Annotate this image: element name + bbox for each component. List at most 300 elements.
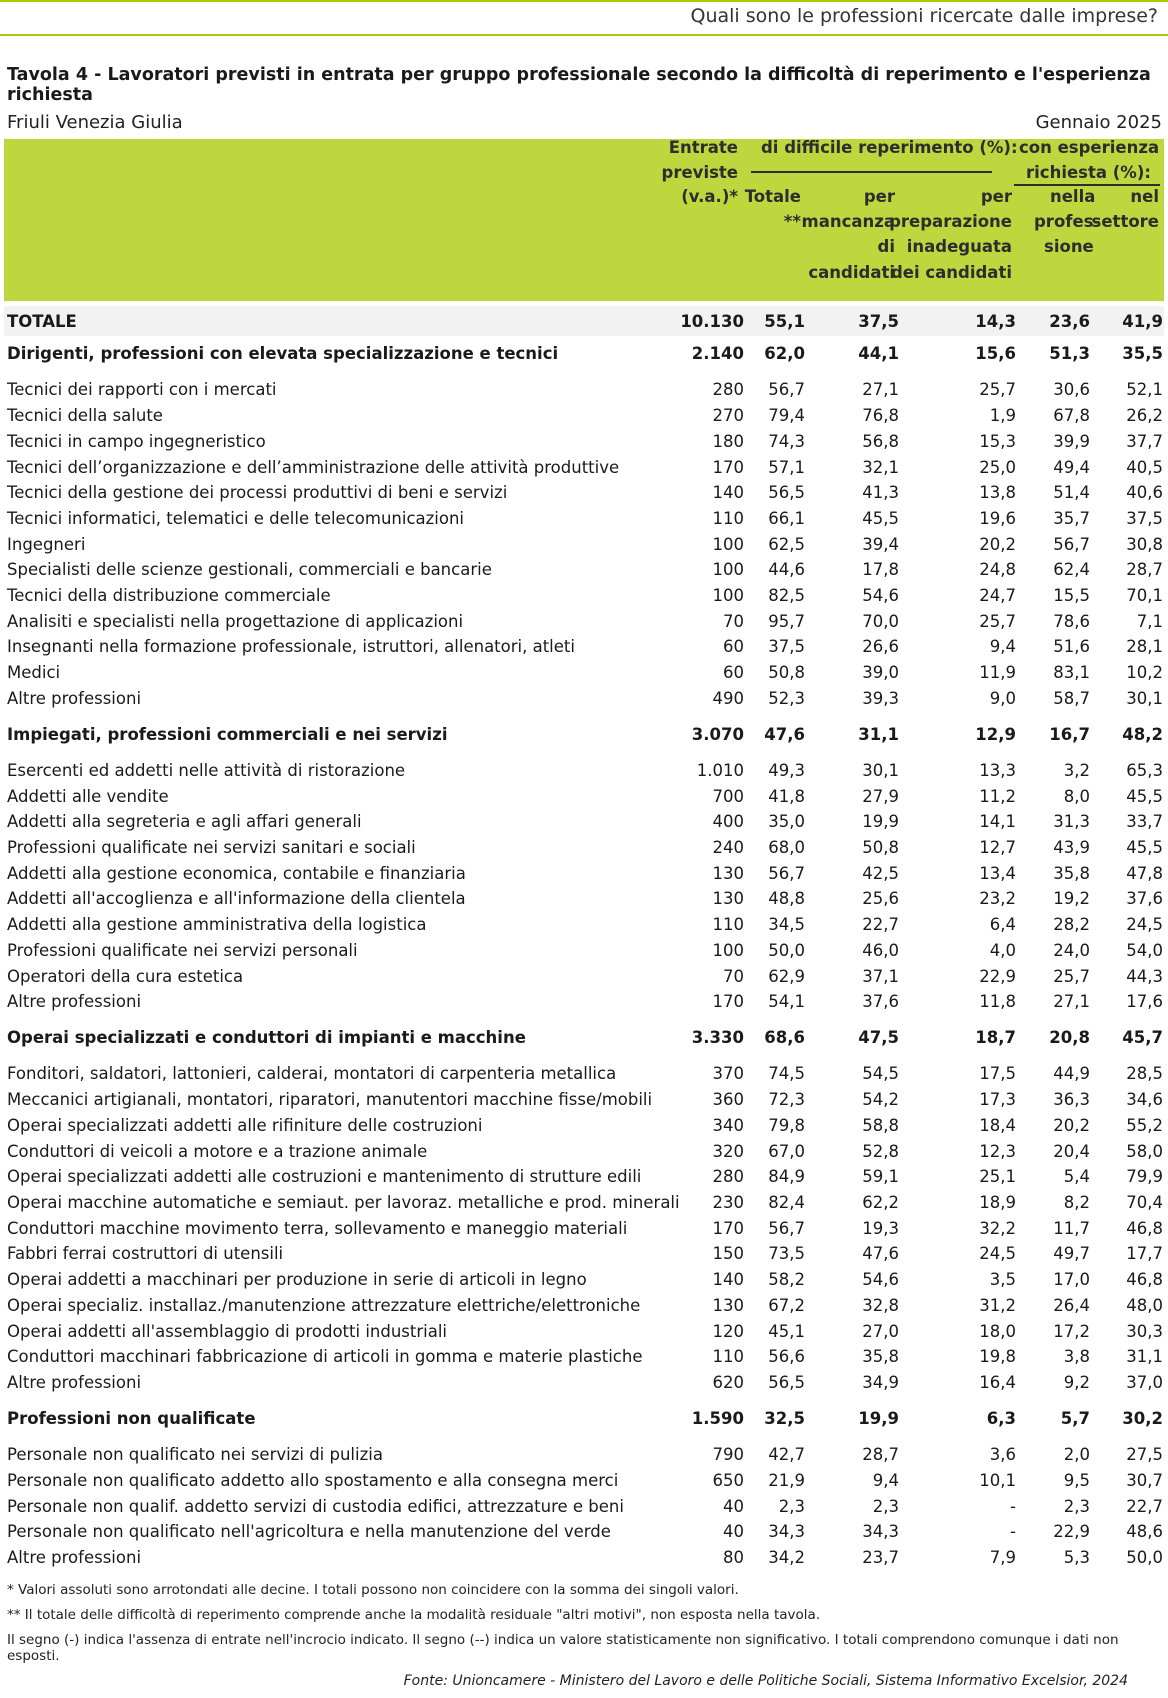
table-row <box>0 785 1168 811</box>
row-value: 37,6 <box>862 992 899 1011</box>
row-value: 340 <box>712 1116 744 1135</box>
row-value: 37,5 <box>858 312 899 331</box>
row-value: 30,7 <box>1126 1471 1163 1490</box>
col-settore-line1: nel <box>1130 187 1159 206</box>
row-value: 120 <box>712 1322 744 1341</box>
row-value: 35,7 <box>1053 509 1090 528</box>
row-value: 32,5 <box>764 1409 805 1428</box>
row-value: 13,3 <box>979 761 1016 780</box>
table-row <box>0 661 1168 687</box>
row-value: 45,7 <box>1122 1028 1163 1047</box>
row-value: 18,4 <box>979 1116 1016 1135</box>
row-value: 20,2 <box>979 535 1016 554</box>
row-label: Addetti alla gestione economica, contabile e finanziaria <box>7 864 466 883</box>
row-value: 65,3 <box>1126 761 1163 780</box>
row-value: 3.330 <box>691 1028 744 1047</box>
row-value: 62,2 <box>862 1193 899 1212</box>
row-value: 25,6 <box>862 889 899 908</box>
row-value: 59,1 <box>862 1167 899 1186</box>
row-value: 54,5 <box>862 1064 899 1083</box>
row-value: 140 <box>712 483 744 502</box>
row-value: 25,0 <box>979 458 1016 477</box>
row-label: Altre professioni <box>7 1373 142 1392</box>
row-value: 56,7 <box>1053 535 1090 554</box>
row-value: 37,5 <box>768 637 805 656</box>
row-value: 110 <box>712 915 744 934</box>
row-value: 80 <box>723 1548 744 1567</box>
col-preparazione-line2: preparazione <box>889 212 1012 231</box>
row-value: 1.010 <box>696 761 744 780</box>
row-value: 40,5 <box>1126 458 1163 477</box>
row-value: 47,5 <box>858 1028 899 1047</box>
row-value: 27,9 <box>862 787 899 806</box>
row-value: 35,0 <box>768 812 805 831</box>
row-value: 18,7 <box>975 1028 1016 1047</box>
row-value: 47,8 <box>1126 864 1163 883</box>
row-value: 31,1 <box>1126 1347 1163 1366</box>
row-value: 84,9 <box>768 1167 805 1186</box>
col-preparazione-line4: dei candidati <box>890 263 1012 282</box>
row-value: 16,4 <box>979 1373 1016 1392</box>
row-value: 45,5 <box>1126 787 1163 806</box>
row-value: 60 <box>723 663 744 682</box>
row-label: Operai specializzati e conduttori di impianti e macchine <box>7 1028 526 1047</box>
table-row <box>0 1495 1168 1521</box>
table-group-row <box>0 310 1168 336</box>
row-value: 23,7 <box>862 1548 899 1567</box>
row-value: 68,6 <box>764 1028 805 1047</box>
row-value: 24,7 <box>979 586 1016 605</box>
row-label: Tecnici dei rapporti con i mercati <box>7 380 277 399</box>
row-value: 3,6 <box>989 1445 1016 1464</box>
table-row <box>0 456 1168 482</box>
row-value: 34,3 <box>768 1522 805 1541</box>
table-row <box>0 1242 1168 1268</box>
row-value: 7,1 <box>1136 612 1163 631</box>
row-value: 32,2 <box>979 1219 1016 1238</box>
row-label: Ingegneri <box>7 535 86 554</box>
row-value: 32,1 <box>862 458 899 477</box>
row-label: Addetti alla gestione amministrativa della logistica <box>7 915 427 934</box>
row-value: 130 <box>712 889 744 908</box>
row-value: 1.590 <box>691 1409 744 1428</box>
row-value: 240 <box>712 838 744 857</box>
row-value: 37,1 <box>862 967 899 986</box>
row-value: 20,4 <box>1053 1142 1090 1161</box>
table-row <box>0 533 1168 559</box>
row-value: 37,0 <box>1126 1373 1163 1392</box>
row-value: 20,2 <box>1053 1116 1090 1135</box>
table-group-row <box>0 1407 1168 1433</box>
row-value: 14,3 <box>975 312 1016 331</box>
row-value: 22,9 <box>979 967 1016 986</box>
row-value: 45,5 <box>1126 838 1163 857</box>
row-value: 34,3 <box>862 1522 899 1541</box>
row-label: Tecnici in campo ingegneristico <box>7 432 266 451</box>
row-value: 70,1 <box>1126 586 1163 605</box>
column-header-band <box>4 139 1164 301</box>
row-value: 34,2 <box>768 1548 805 1567</box>
row-value: - <box>1010 1497 1016 1516</box>
col-mancanza-line2: mancanza <box>801 212 895 231</box>
row-value: 43,9 <box>1053 838 1090 857</box>
row-value: 180 <box>712 432 744 451</box>
row-value: 140 <box>712 1270 744 1289</box>
table-row <box>0 1320 1168 1346</box>
row-value: 33,7 <box>1126 812 1163 831</box>
col-professione-line1: nella <box>1050 187 1096 206</box>
top-accent-rule <box>0 0 1168 2</box>
row-value: 3,2 <box>1063 761 1090 780</box>
row-label: Analisiti e specialisti nella progettazione di applicazioni <box>7 612 464 631</box>
table-row <box>0 759 1168 785</box>
row-label: Tecnici informatici, telematici e delle telecomunicazioni <box>7 509 465 528</box>
row-value: 280 <box>712 380 744 399</box>
row-value: 83,1 <box>1053 663 1090 682</box>
table-row <box>0 1191 1168 1217</box>
row-value: 37,5 <box>1126 509 1163 528</box>
row-value: 51,4 <box>1053 483 1090 502</box>
row-value: 23,2 <box>979 889 1016 908</box>
row-value: 54,6 <box>862 1270 899 1289</box>
row-value: 62,5 <box>768 535 805 554</box>
row-value: 6,3 <box>986 1409 1016 1428</box>
row-value: 50,8 <box>768 663 805 682</box>
row-value: 270 <box>712 406 744 425</box>
row-value: 19,3 <box>862 1219 899 1238</box>
row-value: 360 <box>712 1090 744 1109</box>
page-question: Quali sono le professioni ricercate dalle imprese? <box>690 5 1158 27</box>
row-value: 56,5 <box>768 483 805 502</box>
row-value: 42,7 <box>768 1445 805 1464</box>
col-professione-line2: profes- <box>1034 212 1101 231</box>
row-value: 8,2 <box>1063 1193 1090 1212</box>
row-value: 100 <box>712 941 744 960</box>
row-value: 28,2 <box>1053 915 1090 934</box>
row-label: Esercenti ed addetti nelle attività di ristorazione <box>7 761 406 780</box>
row-value: 67,0 <box>768 1142 805 1161</box>
row-value: 100 <box>712 560 744 579</box>
row-label: Meccanici artigianali, montatori, riparatori, manutentori macchine fisse/mobili <box>7 1090 653 1109</box>
row-value: 5,4 <box>1063 1167 1090 1186</box>
row-value: 48,2 <box>1122 725 1163 744</box>
table-row <box>0 1114 1168 1140</box>
row-value: 74,3 <box>768 432 805 451</box>
row-value: 25,7 <box>1053 967 1090 986</box>
row-value: 8,0 <box>1063 787 1090 806</box>
col-entrate-line2: previste <box>661 163 738 182</box>
row-value: 21,9 <box>768 1471 805 1490</box>
row-value: 10,1 <box>979 1471 1016 1490</box>
table-row <box>0 507 1168 533</box>
row-value: 56,6 <box>768 1347 805 1366</box>
row-value: 110 <box>712 509 744 528</box>
col-professione-line3: sione <box>1044 237 1094 256</box>
row-value: 17,7 <box>1126 1244 1163 1263</box>
table-row <box>0 610 1168 636</box>
table-row <box>0 1217 1168 1243</box>
row-value: 9,4 <box>989 637 1016 656</box>
col-group-esperienza-line1: con esperienza <box>1019 138 1160 157</box>
row-value: 12,3 <box>979 1142 1016 1161</box>
row-value: 42,5 <box>862 864 899 883</box>
row-value: 31,2 <box>979 1296 1016 1315</box>
row-value: 3,8 <box>1063 1347 1090 1366</box>
row-value: 44,9 <box>1053 1064 1090 1083</box>
row-label: Tecnici dell’organizzazione e dell’amministrazione delle attività produttive <box>7 458 620 477</box>
row-value: 5,7 <box>1060 1409 1090 1428</box>
row-value: 100 <box>712 586 744 605</box>
table-row <box>0 1062 1168 1088</box>
col-entrate-line1: Entrate <box>668 138 738 157</box>
col-settore-line2: settore <box>1091 212 1159 231</box>
row-value: 54,1 <box>768 992 805 1011</box>
row-value: 55,1 <box>764 312 805 331</box>
col-mancanza-line1: per <box>863 187 895 206</box>
row-value: 56,7 <box>768 380 805 399</box>
row-value: 54,0 <box>1126 941 1163 960</box>
row-label: Fonditori, saldatori, lattonieri, calderai, montatori di carpenteria metallica <box>7 1064 617 1083</box>
row-value: 74,5 <box>768 1064 805 1083</box>
row-value: 82,5 <box>768 586 805 605</box>
table-row <box>0 1520 1168 1546</box>
row-value: 17,8 <box>862 560 899 579</box>
row-value: 26,6 <box>862 637 899 656</box>
row-value: 1,9 <box>989 406 1016 425</box>
row-value: 28,7 <box>1126 560 1163 579</box>
row-value: 25,1 <box>979 1167 1016 1186</box>
table-row <box>0 1546 1168 1572</box>
row-value: 58,2 <box>768 1270 805 1289</box>
row-value: 130 <box>712 864 744 883</box>
row-value: 24,0 <box>1053 941 1090 960</box>
row-value: 28,7 <box>862 1445 899 1464</box>
table-row <box>0 913 1168 939</box>
row-value: 56,8 <box>862 432 899 451</box>
row-label: Operai addetti all'assemblaggio di prodotti industriali <box>7 1322 448 1341</box>
col-preparazione-line3: inadeguata <box>906 237 1012 256</box>
row-value: 400 <box>712 812 744 831</box>
row-value: 62,0 <box>764 344 805 363</box>
row-value: 20,8 <box>1049 1028 1090 1047</box>
footnote-2: ** Il totale delle difficoltà di reperimento comprende anche la modalità residuale "altri motivi", non esposta nella tavola. <box>7 1607 821 1623</box>
row-label: Operai specializ. installaz./manutenzione attrezzature elettriche/elettroniche <box>7 1296 641 1315</box>
table-row <box>0 687 1168 713</box>
row-value: 39,0 <box>862 663 899 682</box>
row-value: 70,0 <box>862 612 899 631</box>
row-value: 17,5 <box>979 1064 1016 1083</box>
row-value: 35,8 <box>1053 864 1090 883</box>
row-value: 13,8 <box>979 483 1016 502</box>
table-row <box>0 862 1168 888</box>
row-label: Personale non qualificato nell'agricoltura e nella manutenzione del verde <box>7 1522 611 1541</box>
row-value: 370 <box>712 1064 744 1083</box>
row-label: Operatori della cura estetica <box>7 967 244 986</box>
row-value: 2.140 <box>691 344 744 363</box>
table-row <box>0 1268 1168 1294</box>
row-value: 36,3 <box>1053 1090 1090 1109</box>
row-value: 48,0 <box>1126 1296 1163 1315</box>
row-value: 70,4 <box>1126 1193 1163 1212</box>
row-value: 79,8 <box>768 1116 805 1135</box>
row-value: 73,5 <box>768 1244 805 1263</box>
row-value: 170 <box>712 992 744 1011</box>
row-label: Impiegati, professioni commerciali e nei servizi <box>7 725 448 744</box>
table-row <box>0 990 1168 1016</box>
row-value: 35,8 <box>862 1347 899 1366</box>
row-value: 39,3 <box>862 689 899 708</box>
table-row <box>0 836 1168 862</box>
row-value: 44,6 <box>768 560 805 579</box>
row-value: 44,1 <box>858 344 899 363</box>
row-value: 30,1 <box>862 761 899 780</box>
row-label: Professioni qualificate nei servizi personali <box>7 941 358 960</box>
row-value: 27,1 <box>862 380 899 399</box>
row-value: 18,0 <box>979 1322 1016 1341</box>
row-value: 67,8 <box>1053 406 1090 425</box>
row-label: Tecnici della gestione dei processi produttivi di beni e servizi <box>7 483 508 502</box>
row-label: Tecnici della salute <box>7 406 163 425</box>
row-value: 68,0 <box>768 838 805 857</box>
row-value: 62,9 <box>768 967 805 986</box>
row-value: 2,3 <box>778 1497 805 1516</box>
row-value: 30,1 <box>1126 689 1163 708</box>
row-value: 56,7 <box>768 864 805 883</box>
row-value: 17,6 <box>1126 992 1163 1011</box>
row-value: 9,5 <box>1063 1471 1090 1490</box>
row-value: 39,4 <box>862 535 899 554</box>
row-value: 17,2 <box>1053 1322 1090 1341</box>
row-value: 24,5 <box>1126 915 1163 934</box>
row-value: 22,9 <box>1053 1522 1090 1541</box>
row-value: 11,2 <box>979 787 1016 806</box>
row-value: 280 <box>712 1167 744 1186</box>
row-value: 150 <box>712 1244 744 1263</box>
row-value: 52,8 <box>862 1142 899 1161</box>
row-label: Professioni non qualificate <box>7 1409 256 1428</box>
row-value: 55,2 <box>1126 1116 1163 1135</box>
row-value: 70 <box>723 967 744 986</box>
table-row <box>0 965 1168 991</box>
row-value: 22,7 <box>1126 1497 1163 1516</box>
row-value: 110 <box>712 1347 744 1366</box>
row-label: Altre professioni <box>7 689 142 708</box>
row-value: 10.130 <box>680 312 744 331</box>
row-value: 2,0 <box>1063 1445 1090 1464</box>
footnote-3: Il segno (-) indica l'assenza di entrate nell'incrocio indicato. Il segno (--) indica un valore statisticamente non significativo. I totali comprendono comunque i dati non esposti. <box>7 1632 1119 1664</box>
row-value: 10,2 <box>1126 663 1163 682</box>
row-value: 28,1 <box>1126 637 1163 656</box>
row-value: 9,0 <box>989 689 1016 708</box>
row-value: 76,8 <box>862 406 899 425</box>
row-value: 46,8 <box>1126 1219 1163 1238</box>
table-row <box>0 1443 1168 1469</box>
row-value: 58,0 <box>1126 1142 1163 1161</box>
row-value: 15,6 <box>975 344 1016 363</box>
row-value: 27,1 <box>1053 992 1090 1011</box>
row-value: 170 <box>712 458 744 477</box>
row-value: 14,1 <box>979 812 1016 831</box>
row-value: 100 <box>712 535 744 554</box>
row-value: 2,3 <box>1063 1497 1090 1516</box>
row-value: 44,3 <box>1126 967 1163 986</box>
row-value: 40 <box>723 1522 744 1541</box>
row-label: TOTALE <box>7 312 77 331</box>
row-label: Altre professioni <box>7 992 142 1011</box>
row-value: 15,5 <box>1053 586 1090 605</box>
row-value: 39,9 <box>1053 432 1090 451</box>
row-value: 46,0 <box>862 941 899 960</box>
row-value: 170 <box>712 1219 744 1238</box>
row-value: 23,6 <box>1049 312 1090 331</box>
row-value: 50,8 <box>862 838 899 857</box>
row-label: Altre professioni <box>7 1548 142 1567</box>
row-value: 40 <box>723 1497 744 1516</box>
row-label: Operai specializzati addetti alle rifiniture delle costruzioni <box>7 1116 483 1135</box>
row-value: 25,7 <box>979 380 1016 399</box>
row-value: 28,5 <box>1126 1064 1163 1083</box>
row-value: 31,3 <box>1053 812 1090 831</box>
row-value: - <box>1010 1522 1016 1541</box>
row-value: 3,5 <box>989 1270 1016 1289</box>
row-value: 51,3 <box>1049 344 1090 363</box>
row-value: 35,5 <box>1122 344 1163 363</box>
row-value: 12,9 <box>975 725 1016 744</box>
row-value: 54,6 <box>862 586 899 605</box>
table-row <box>0 1165 1168 1191</box>
row-value: 13,4 <box>979 864 1016 883</box>
row-value: 70 <box>723 612 744 631</box>
row-value: 7,9 <box>989 1548 1016 1567</box>
col-totale-line2: ** <box>783 212 801 231</box>
row-value: 41,9 <box>1122 312 1163 331</box>
row-label: Addetti alla segreteria e agli affari generali <box>7 812 362 831</box>
row-value: 15,3 <box>979 432 1016 451</box>
row-value: 82,4 <box>768 1193 805 1212</box>
row-label: Addetti all'accoglienza e all'informazione della clientela <box>7 889 466 908</box>
table-row <box>0 430 1168 456</box>
row-value: 17,3 <box>979 1090 1016 1109</box>
row-value: 32,8 <box>862 1296 899 1315</box>
row-value: 46,8 <box>1126 1270 1163 1289</box>
col-preparazione-line1: per <box>980 187 1012 206</box>
footnote-1: * Valori assoluti sono arrotondati alle decine. I totali possono non coincidere con la somma dei singoli valori. <box>7 1582 739 1598</box>
row-value: 49,7 <box>1053 1244 1090 1263</box>
row-value: 79,9 <box>1126 1167 1163 1186</box>
row-value: 19,2 <box>1053 889 1090 908</box>
col-totale-line1: Totale <box>744 187 801 206</box>
table-title: Tavola 4 - Lavoratori previsti in entrata per gruppo professionale secondo la difficoltà di reperimento e l'esperienza richiesta <box>7 65 1151 105</box>
row-value: 72,3 <box>768 1090 805 1109</box>
row-value: 27,5 <box>1126 1445 1163 1464</box>
table-row <box>0 558 1168 584</box>
row-value: 230 <box>712 1193 744 1212</box>
row-value: 56,5 <box>768 1373 805 1392</box>
period-label: Gennaio 2025 <box>1035 112 1162 133</box>
row-value: 41,3 <box>862 483 899 502</box>
row-value: 58,7 <box>1053 689 1090 708</box>
table-row <box>0 481 1168 507</box>
table-row <box>0 378 1168 404</box>
row-value: 22,7 <box>862 915 899 934</box>
row-value: 27,0 <box>862 1322 899 1341</box>
row-value: 49,3 <box>768 761 805 780</box>
row-value: 79,4 <box>768 406 805 425</box>
row-value: 620 <box>712 1373 744 1392</box>
row-value: 30,6 <box>1053 380 1090 399</box>
row-value: 700 <box>712 787 744 806</box>
row-value: 41,8 <box>768 787 805 806</box>
